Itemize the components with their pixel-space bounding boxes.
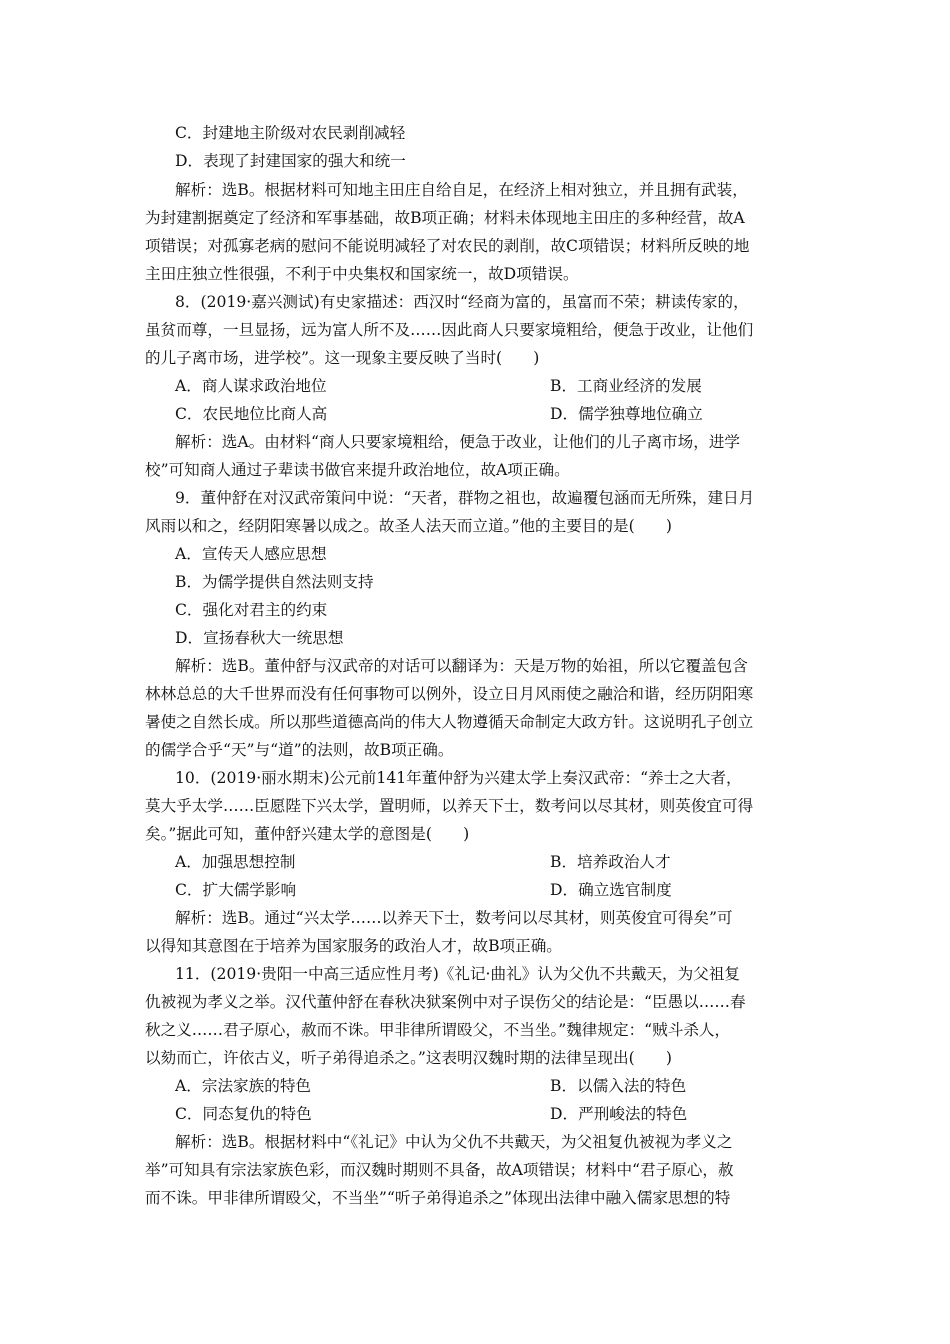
option-a: A．宣传天人感应思想: [175, 545, 327, 563]
analysis-line: 解析：选B。根据材料可知地主田庄自给自足，在经济上相对独立，并且拥有武装，: [175, 181, 748, 199]
question-9-stem: 风雨以和之，经阴阳寒暑以成之。故圣人法天而立道。”他的主要目的是( ): [145, 517, 672, 535]
question-11-stem: 11．(2019·贵阳一中高三适应性月考)《礼记·曲礼》认为父仇不共戴天，为父祖复: [175, 965, 741, 983]
analysis-line: 林林总总的大千世界而没有任何事物可以例外，设立日月风雨使之融洽和谐，经历阴阳寒: [145, 685, 754, 703]
option-b: B．为儒学提供自然法则支持: [175, 573, 374, 591]
option-d: D．宣扬春秋大一统思想: [175, 629, 344, 647]
analysis-line: 解析：选B。根据材料中“《礼记》中认为父仇不共戴天，为父祖复仇被视为孝义之: [175, 1133, 733, 1151]
analysis-line: 主田庄独立性很强，不利于中央集权和国家统一，故D项错误。: [145, 265, 579, 283]
option-b: B．以儒入法的特色: [550, 1077, 687, 1095]
analysis-line: 以得知其意图在于培养为国家服务的政治人才，故B项正确。: [145, 937, 562, 955]
analysis-line: 解析：选B。董仲舒与汉武帝的对话可以翻译为：天是万物的始祖，所以它覆盖包含: [175, 657, 748, 675]
option-c: C．封建地主阶级对农民剥削减轻: [175, 124, 406, 142]
option-d: D．确立选官制度: [550, 881, 672, 899]
option-d: D．严刑峻法的特色: [550, 1105, 688, 1123]
option-a: A．宗法家族的特色: [175, 1077, 312, 1095]
option-a: A．加强思想控制: [175, 853, 296, 871]
option-c: C．农民地位比商人高: [175, 405, 328, 423]
option-d: D．儒学独尊地位确立: [550, 405, 703, 423]
option-d: D．表现了封建国家的强大和统一: [175, 152, 406, 170]
question-11-stem: 仇被视为孝义之举。汉代董仲舒在春秋决狱案例中对子误伤父的结论是：“臣愚以……春: [145, 993, 746, 1011]
analysis-line: 暑使之自然长成。所以那些道德高尚的伟大人物遵循天命制定大政方针。这说明孔子创立: [145, 713, 754, 731]
analysis-line: 的儒学合乎“天”与“道”的法则，故B项正确。: [145, 741, 454, 759]
analysis-line: 解析：选B。通过“兴太学……以养天下士，数考问以尽其材，则英俊宜可得矣”可: [175, 909, 733, 927]
question-8-stem: 8．(2019·嘉兴测试)有史家描述：西汉时“经商为富的，虽富而不荣；耕读传家的，: [175, 293, 749, 311]
option-b: B．工商业经济的发展: [550, 377, 702, 395]
analysis-line: 校”可知商人通过子辈读书做官来提升政治地位，故A项正确。: [145, 461, 570, 479]
question-10-stem: 莫大乎太学……臣愿陛下兴太学，置明师，以养天下士，数考问以尽其材，则英俊宜可得: [145, 797, 754, 815]
question-9-stem: 9．董仲舒在对汉武帝策问中说：“天者，群物之祖也，故遍覆包涵而无所殊，建日月: [175, 489, 755, 507]
question-11-stem: 以劾而亡，许依古义，听子弟得追杀之。”这表明汉魏时期的法律呈现出( ): [145, 1049, 672, 1067]
option-b: B．培养政治人才: [550, 853, 671, 871]
question-8-stem: 虽贫而尊，一旦显扬，远为富人所不及……因此商人只要家境粗给，便急于改业，让他们: [145, 321, 754, 339]
option-c: C．扩大儒学影响: [175, 881, 297, 899]
question-11-stem: 秋之义……君子原心，赦而不诛。甲非律所谓殴父，不当坐。”魏律规定：“贼斗杀人，: [145, 1021, 731, 1039]
option-c: C．强化对君主的约束: [175, 601, 328, 619]
question-10-stem: 矣。”据此可知，董仲舒兴建太学的意图是( ): [145, 825, 470, 843]
question-10-stem: 10．(2019·丽水期末)公元前141年董仲舒为兴建太学上奏汉武帝：“养士之大者，: [175, 769, 742, 787]
analysis-line: 为封建割据奠定了经济和军事基础，故B项正确；材料未体现地主田庄的多种经营，故A: [145, 209, 745, 227]
option-c: C．同态复仇的特色: [175, 1105, 312, 1123]
option-a: A．商人谋求政治地位: [175, 377, 327, 395]
analysis-line: 解析：选A。由材料“商人只要家境粗给，便急于改业，让他们的儿子离市场，进学: [175, 433, 741, 451]
analysis-line: 而不诛。甲非律所谓殴父，不当坐”“听子弟得追杀之”体现出法律中融入儒家思想的特: [145, 1189, 731, 1207]
question-8-stem: 的儿子离市场，进学校”。这一现象主要反映了当时( ): [145, 349, 540, 367]
analysis-line: 举”可知具有宗法家族色彩，而汉魏时期则不具备，故A项错误；材料中“君子原心，赦: [145, 1161, 734, 1179]
analysis-line: 项错误；对孤寡老病的慰问不能说明减轻了对农民的剥削，故C项错误；材料所反映的地: [145, 237, 750, 255]
